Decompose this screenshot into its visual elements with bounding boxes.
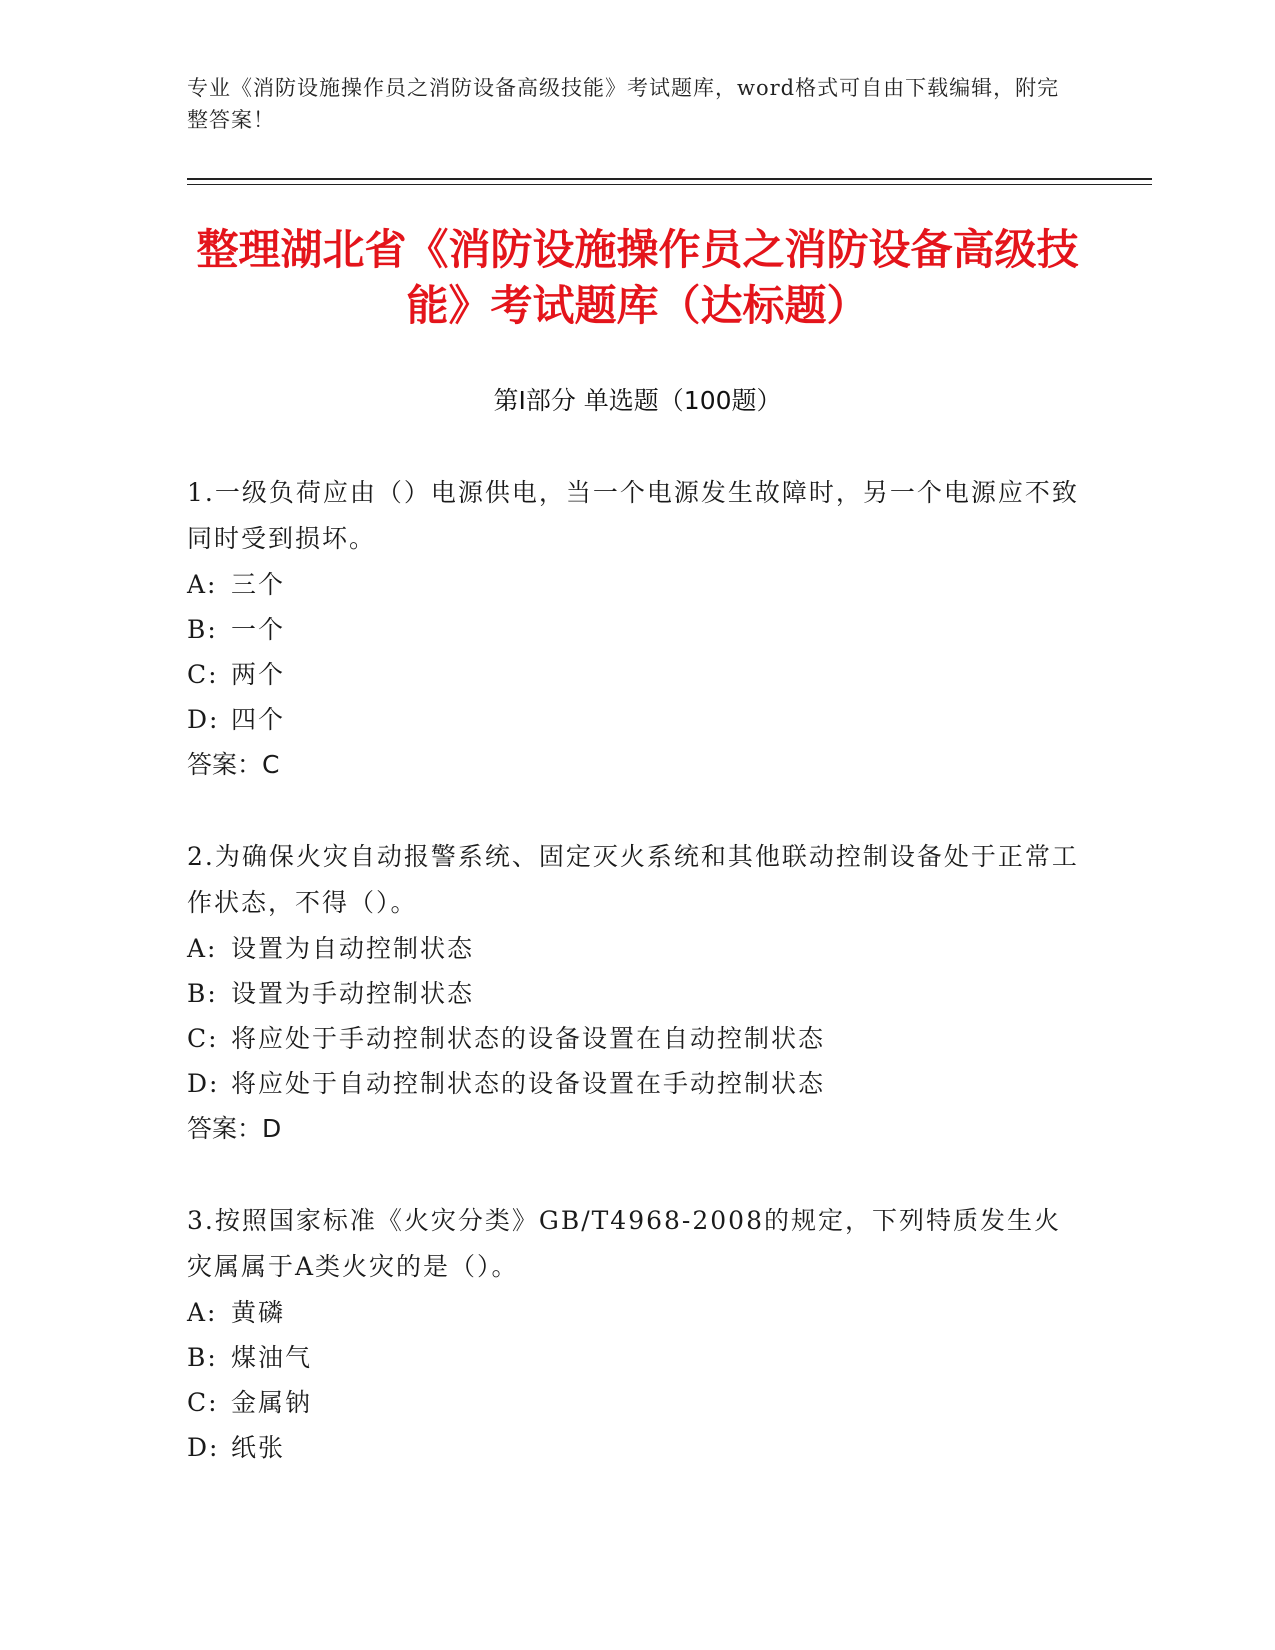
option-letter: B:: [187, 1343, 218, 1372]
question-stem: 2.为确保火灾自动报警系统、固定灭火系统和其他联动控制设备处于正常工作状态，不得（）。: [187, 842, 1079, 917]
option-b: [187, 1335, 1087, 1380]
question-stem: 1.一级负荷应由（）电源供电，当一个电源发生故障时，另一个电源应不致同时受到损坏。: [187, 478, 1079, 553]
option-letter: D:: [187, 705, 220, 734]
option-letter: A:: [187, 1298, 218, 1327]
question-list: [187, 470, 1087, 1516]
option-letter: B:: [187, 615, 218, 644]
option-text: 煤油气: [231, 1343, 313, 1372]
option-text: 纸张: [231, 1433, 286, 1462]
option-a: [187, 1290, 1087, 1335]
option-b: [187, 607, 1087, 652]
option-letter: C:: [187, 660, 219, 689]
option-d: [187, 697, 1087, 742]
question-1: [187, 470, 1087, 788]
answer-line: 答案：C: [187, 750, 280, 779]
option-text: 黄磷: [231, 1298, 286, 1327]
option-text: 两个: [231, 660, 286, 689]
option-c: [187, 652, 1087, 697]
header-divider-thin: [187, 184, 1152, 185]
option-letter: A:: [187, 934, 218, 963]
question-2: [187, 834, 1087, 1152]
header-note: 专业《消防设施操作员之消防设备高级技能》考试题库，word格式可自由下载编辑，附完整答案！: [187, 76, 1060, 132]
option-a: [187, 562, 1087, 607]
option-letter: C:: [187, 1024, 219, 1053]
option-d: [187, 1061, 1087, 1106]
question-stem: 3.按照国家标准《火灾分类》GB/T4968-2008的规定，下列特质发生火灾属属于A类火灾的是（）。: [187, 1206, 1061, 1281]
option-c: [187, 1016, 1087, 1061]
option-text: 将应处于手动控制状态的设备设置在自动控制状态: [231, 1024, 826, 1053]
option-text: 四个: [231, 705, 286, 734]
document-title: 整理湖北省《消防设施操作员之消防设备高级技能》考试题库（达标题）: [196, 225, 1079, 330]
option-letter: A:: [187, 570, 218, 599]
option-d: [187, 1425, 1087, 1470]
option-letter: C:: [187, 1388, 219, 1417]
header-divider-thick: [187, 178, 1152, 180]
option-text: 设置为自动控制状态: [231, 934, 475, 963]
option-b: [187, 971, 1087, 1016]
question-3: [187, 1198, 1087, 1470]
option-text: 将应处于自动控制状态的设备设置在手动控制状态: [231, 1069, 826, 1098]
option-text: 设置为手动控制状态: [231, 979, 475, 1008]
section-heading: 第Ⅰ部分 单选题（100题）: [493, 386, 782, 415]
option-a: [187, 926, 1087, 971]
option-letter: D:: [187, 1069, 220, 1098]
answer-line: 答案：D: [187, 1114, 282, 1143]
option-letter: B:: [187, 979, 218, 1008]
option-text: 一个: [231, 615, 286, 644]
option-c: [187, 1380, 1087, 1425]
option-text: 金属钠: [231, 1388, 313, 1417]
option-text: 三个: [231, 570, 286, 599]
option-letter: D:: [187, 1433, 220, 1462]
